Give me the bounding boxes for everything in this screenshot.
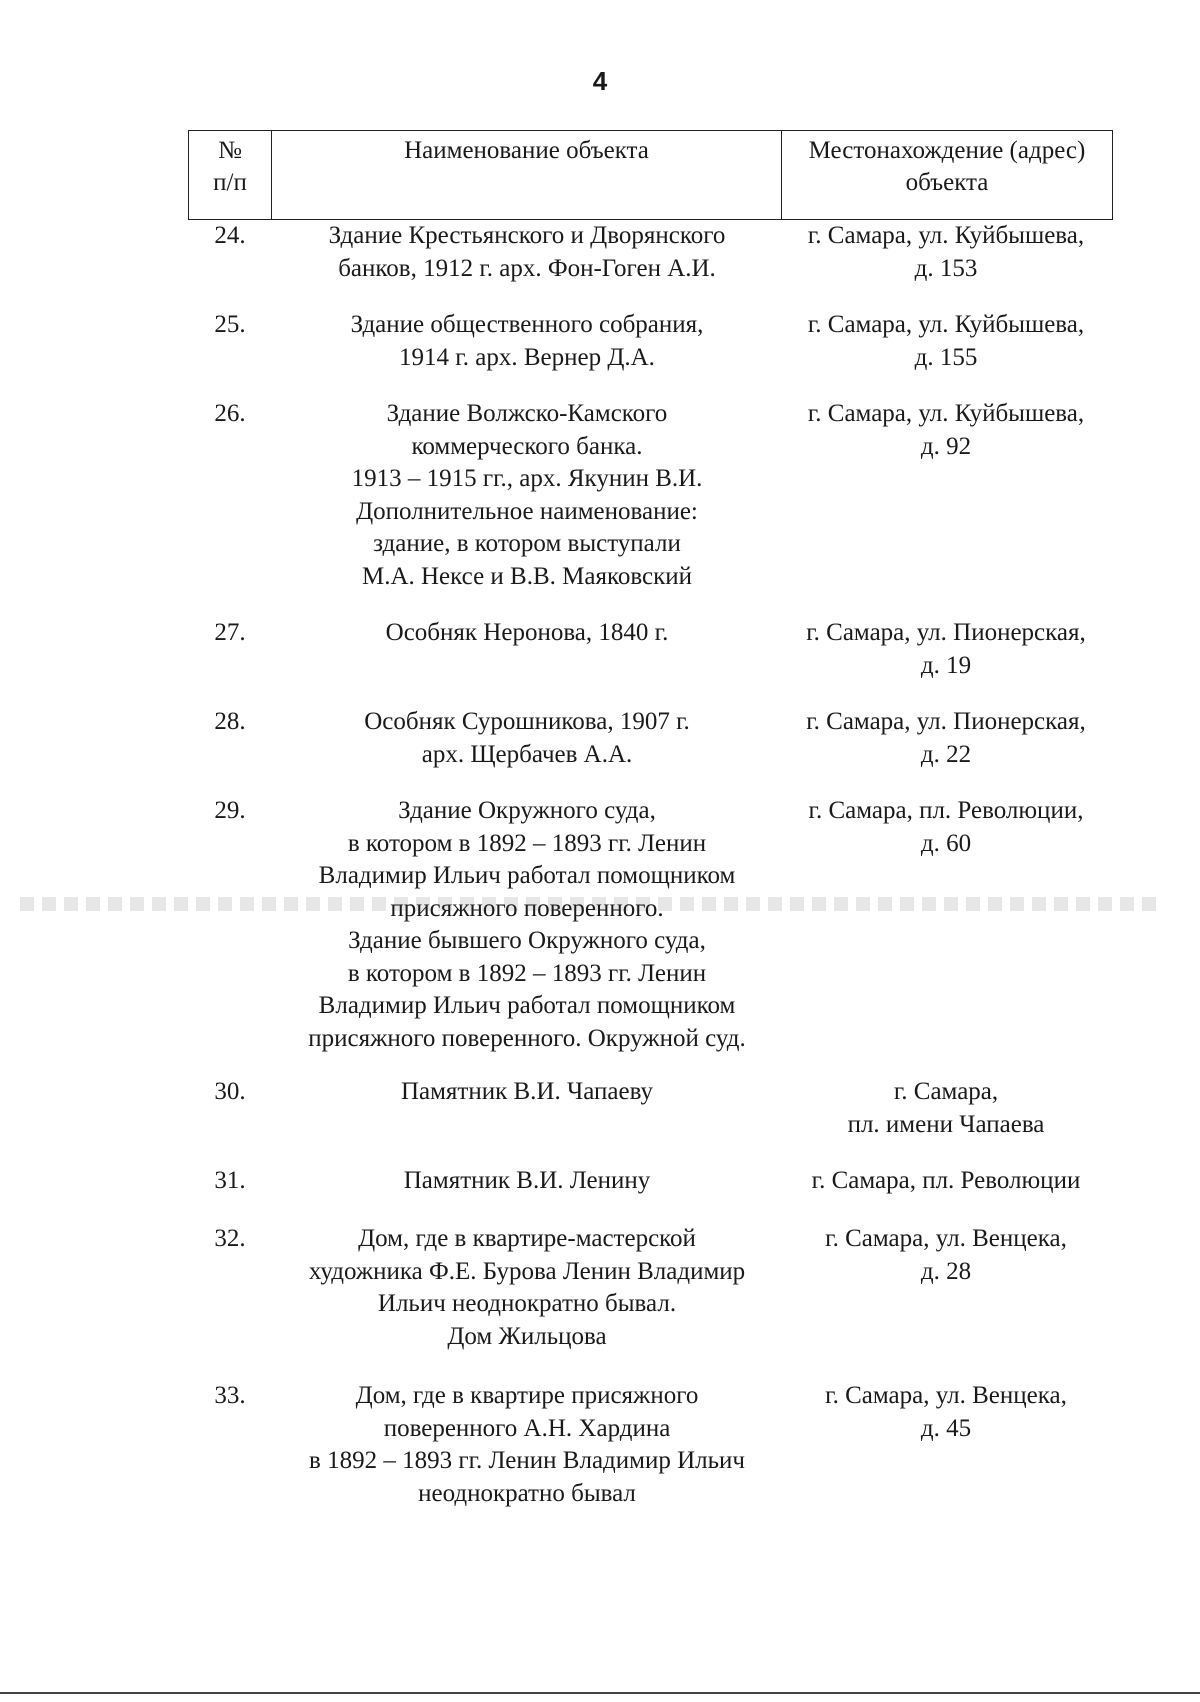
object-address-line: г. Самара, ул. Венцека, <box>825 1225 1067 1252</box>
object-address <box>776 398 1116 463</box>
object-address-line: г. Самара, ул. Венцека, <box>825 1382 1067 1409</box>
row-number: 33. <box>214 1382 246 1409</box>
object-name <box>272 1076 782 1109</box>
page-bottom-edge <box>0 1692 1200 1694</box>
object-address-line: д. 60 <box>920 829 972 857</box>
scan-artifact <box>20 897 1160 911</box>
object-address-line: д. 28 <box>920 1257 972 1285</box>
object-name-line: 1914 г. арх. Вернер Д.А. <box>399 343 655 371</box>
object-address <box>776 1076 1116 1141</box>
object-address-line: г. Самара, ул. Куйбышева, <box>807 400 1085 427</box>
object-address <box>776 1223 1116 1288</box>
object-name-line: Владимир Ильич работал помощником <box>318 992 736 1019</box>
header-name-line-1: Наименование объекта <box>404 137 649 164</box>
object-name-line: неоднократно бывал <box>418 1479 636 1507</box>
object-address <box>776 1165 1116 1198</box>
object-name-line: Памятник В.И. Ленину <box>403 1167 651 1194</box>
object-name-line: Дом, где в квартире присяжного <box>355 1382 699 1409</box>
object-name-line: банков, 1912 г. арх. Фон-Гоген А.И. <box>338 254 716 282</box>
object-address-line: г. Самара, ул. Куйбышева, <box>807 222 1085 249</box>
object-name-line: присяжного поверенного. Окружной суд. <box>308 1024 746 1052</box>
object-name-line: Владимир Ильич работал помощником <box>318 862 736 889</box>
object-name <box>272 617 782 650</box>
table-header <box>188 130 1113 220</box>
object-name-line: Ильич неоднократно бывал. <box>377 1290 677 1317</box>
object-address <box>776 1380 1116 1445</box>
object-name-line: художника Ф.Е. Бурова Ленин Владимир <box>308 1257 746 1285</box>
header-number-line-2: п/п <box>213 169 247 196</box>
object-address-line: д. 153 <box>914 254 978 282</box>
object-name-line: М.А. Нексе и В.В. Маяковский <box>361 562 693 590</box>
object-address-line: г. Самара, ул. Пионерская, <box>806 708 1086 735</box>
header-name-column <box>272 131 782 219</box>
object-address-line: д. 92 <box>920 432 972 460</box>
object-name-line: Дополнительное наименование: <box>356 497 698 525</box>
object-name-line: Особняк Неронова, 1840 г. <box>385 619 669 646</box>
object-name-line: Здание Крестьянского и Дворянского <box>328 222 726 249</box>
object-name-line: Здание Окружного суда, <box>398 797 656 824</box>
object-address-line: г. Самара, пл. Революции, <box>808 797 1084 824</box>
object-address-line: пл. имени Чапаева <box>847 1110 1045 1138</box>
object-address-line: д. 155 <box>914 343 978 371</box>
object-name <box>272 309 782 374</box>
object-name-line: в 1892 – 1893 гг. Ленин Владимир Ильич <box>309 1447 745 1474</box>
object-name-line: арх. Щербачев А.А. <box>421 740 633 768</box>
page-number: 4 <box>592 66 608 96</box>
row-number: 26. <box>214 400 246 427</box>
object-address <box>776 309 1116 374</box>
object-address-line: г. Самара, ул. Куйбышева, <box>807 311 1085 338</box>
object-address-line: д. 19 <box>920 651 972 679</box>
object-name-line: Особняк Сурошникова, 1907 г. <box>364 708 690 735</box>
object-address <box>776 795 1116 860</box>
object-name <box>272 1380 782 1510</box>
row-number: 28. <box>214 708 246 735</box>
row-number: 25. <box>214 311 246 338</box>
row-number: 27. <box>214 619 246 646</box>
row-number: 32. <box>214 1225 246 1252</box>
object-address-line: г. Самара, пл. Революции <box>811 1167 1081 1194</box>
header-address-line-1: Местонахождение (адрес) <box>808 137 1086 164</box>
header-number-line-1: № <box>218 137 242 164</box>
object-name-line: в котором в 1892 – 1893 гг. Ленин <box>347 959 707 987</box>
object-name-line: Дом, где в квартире-мастерской <box>358 1225 696 1252</box>
object-address <box>776 617 1116 682</box>
object-name-line: Дом Жильцова <box>447 1322 607 1350</box>
row-number: 29. <box>214 797 246 824</box>
object-name-line: здание, в котором выступали <box>373 530 681 557</box>
object-name-line: поверенного А.Н. Хардина <box>383 1414 671 1442</box>
object-address-line: г. Самара, <box>893 1078 999 1105</box>
object-address-line: д. 45 <box>920 1414 972 1442</box>
header-address-line-2: объекта <box>905 169 989 196</box>
object-name-line: коммерческого банка. <box>411 432 643 460</box>
object-name <box>272 706 782 771</box>
header-address-column <box>782 131 1112 219</box>
row-number: 31. <box>214 1167 246 1194</box>
object-address-line: д. 22 <box>920 740 972 768</box>
object-name-line: Здание бывшего Окружного суда, <box>348 927 706 954</box>
object-name <box>272 1223 782 1353</box>
row-number: 30. <box>214 1078 246 1105</box>
object-name <box>272 795 782 1055</box>
header-number-column <box>189 131 272 219</box>
object-address <box>776 220 1116 285</box>
row-number: 24. <box>214 222 246 249</box>
object-name <box>272 398 782 593</box>
object-address-line: г. Самара, ул. Пионерская, <box>806 619 1086 646</box>
object-name-line: присяжного поверенного. <box>390 894 664 922</box>
object-name <box>272 220 782 285</box>
object-name-line: 1913 – 1915 гг., арх. Якунин В.И. <box>351 465 703 492</box>
object-name <box>272 1165 782 1198</box>
object-address <box>776 706 1116 771</box>
object-name-line: Здание общественного собрания, <box>350 311 704 338</box>
object-name-line: Здание Волжско-Камского <box>386 400 668 427</box>
object-name-line: в котором в 1892 – 1893 гг. Ленин <box>347 829 707 857</box>
object-name-line: Памятник В.И. Чапаеву <box>400 1078 654 1105</box>
